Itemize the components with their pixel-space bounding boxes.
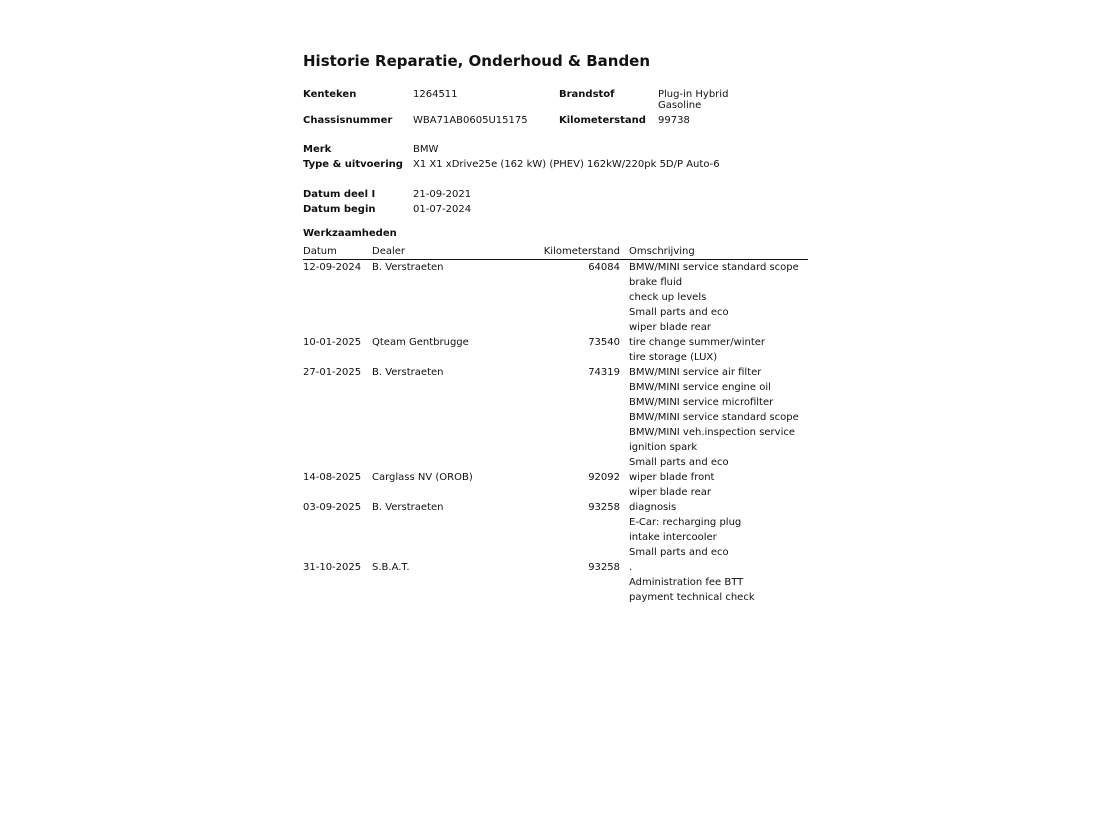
row-omschrijving: Small parts and eco — [629, 547, 729, 558]
row-omschrijving: wiper blade rear — [629, 487, 711, 498]
table-row — [303, 501, 808, 516]
row-dealer: Qteam Gentbrugge — [372, 337, 469, 348]
table-row — [303, 486, 808, 501]
row-kilometerstand: 73540 — [588, 337, 620, 348]
row-dealer: B. Verstraeten — [372, 262, 444, 273]
column-header-omschrijving: Omschrijving — [629, 246, 695, 257]
table-row — [303, 546, 808, 561]
row-omschrijving: BMW/MINI service standard scope — [629, 262, 799, 273]
row-omschrijving: wiper blade rear — [629, 322, 711, 333]
table-row — [303, 396, 808, 411]
work-history-table — [303, 261, 808, 606]
row-date: 31-10-2025 — [303, 562, 362, 573]
row-omschrijving: BMW/MINI service standard scope — [629, 412, 799, 423]
row-omschrijving: tire storage (LUX) — [629, 352, 718, 363]
table-row — [303, 471, 808, 486]
brandstof-label: Brandstof — [559, 89, 615, 100]
kenteken-label: Kenteken — [303, 89, 357, 100]
chassis-label: Chassisnummer — [303, 115, 393, 126]
row-omschrijving: BMW/MINI service microfilter — [629, 397, 774, 408]
table-row — [303, 516, 808, 531]
document-title: Historie Reparatie, Onderhoud & Banden — [303, 52, 651, 70]
table-row — [303, 381, 808, 396]
table-row — [303, 576, 808, 591]
table-row — [303, 411, 808, 426]
table-row — [303, 351, 808, 366]
row-omschrijving: BMW/MINI veh.inspection service — [629, 427, 795, 438]
row-omschrijving: Small parts and eco — [629, 457, 729, 468]
datum-deel-label: Datum deel I — [303, 189, 376, 200]
row-date: 14-08-2025 — [303, 472, 362, 483]
row-kilometerstand: 93258 — [588, 562, 620, 573]
kilometerstand-label: Kilometerstand — [559, 115, 646, 126]
row-omschrijving: E-Car: recharging plug — [629, 517, 742, 528]
row-kilometerstand: 92092 — [588, 472, 620, 483]
row-omschrijving: tire change summer/winter — [629, 337, 766, 348]
row-omschrijving: BMW/MINI service engine oil — [629, 382, 771, 393]
row-omschrijving: check up levels — [629, 292, 707, 303]
table-row — [303, 261, 808, 276]
row-omschrijving: ignition spark — [629, 442, 698, 453]
table-row — [303, 426, 808, 441]
header-divider — [303, 259, 808, 260]
row-omschrijving: diagnosis — [629, 502, 677, 513]
type-value: X1 X1 xDrive25e (162 kW) (PHEV) 162kW/220pk 5D/P Auto-6 — [413, 159, 720, 170]
row-omschrijving: payment technical check — [629, 592, 755, 603]
table-row — [303, 591, 808, 606]
merk-label: Merk — [303, 144, 332, 155]
table-row — [303, 306, 808, 321]
table-row — [303, 336, 808, 351]
merk-value: BMW — [413, 144, 439, 155]
row-omschrijving: Administration fee BTT — [629, 577, 744, 588]
row-kilometerstand: 93258 — [588, 502, 620, 513]
column-header-kilometerstand: Kilometerstand — [543, 246, 620, 257]
row-dealer: B. Verstraeten — [372, 502, 444, 513]
table-row — [303, 276, 808, 291]
table-row — [303, 456, 808, 471]
table-row — [303, 561, 808, 576]
row-date: 27-01-2025 — [303, 367, 362, 378]
row-date: 03-09-2025 — [303, 502, 362, 513]
table-row — [303, 366, 808, 381]
row-date: 10-01-2025 — [303, 337, 362, 348]
row-date: 12-09-2024 — [303, 262, 362, 273]
brandstof-value-line2: Gasoline — [658, 100, 702, 111]
row-kilometerstand: 64084 — [588, 262, 620, 273]
datum-begin-value: 01-07-2024 — [413, 204, 472, 215]
datum-deel-value: 21-09-2021 — [413, 189, 472, 200]
table-row — [303, 531, 808, 546]
table-row — [303, 441, 808, 456]
column-header-datum: Datum — [303, 246, 337, 257]
row-dealer: Carglass NV (OROB) — [372, 472, 473, 483]
kilometerstand-value: 99738 — [658, 115, 690, 126]
row-omschrijving: brake fluid — [629, 277, 683, 288]
table-row — [303, 291, 808, 306]
row-omschrijving: . — [629, 562, 633, 573]
werkzaamheden-title: Werkzaamheden — [303, 228, 397, 239]
datum-begin-label: Datum begin — [303, 204, 376, 215]
table-row — [303, 321, 808, 336]
chassis-value: WBA71AB0605U15175 — [413, 115, 528, 126]
row-omschrijving: intake intercooler — [629, 532, 717, 543]
row-omschrijving: Small parts and eco — [629, 307, 729, 318]
row-dealer: S.B.A.T. — [372, 562, 410, 573]
row-dealer: B. Verstraeten — [372, 367, 444, 378]
type-label: Type & uitvoering — [303, 159, 403, 170]
column-header-dealer: Dealer — [372, 246, 406, 257]
kenteken-value: 1264511 — [413, 89, 458, 100]
row-kilometerstand: 74319 — [588, 367, 620, 378]
row-omschrijving: BMW/MINI service air filter — [629, 367, 762, 378]
brandstof-value-line1: Plug-in Hybrid — [658, 89, 729, 100]
row-omschrijving: wiper blade front — [629, 472, 715, 483]
